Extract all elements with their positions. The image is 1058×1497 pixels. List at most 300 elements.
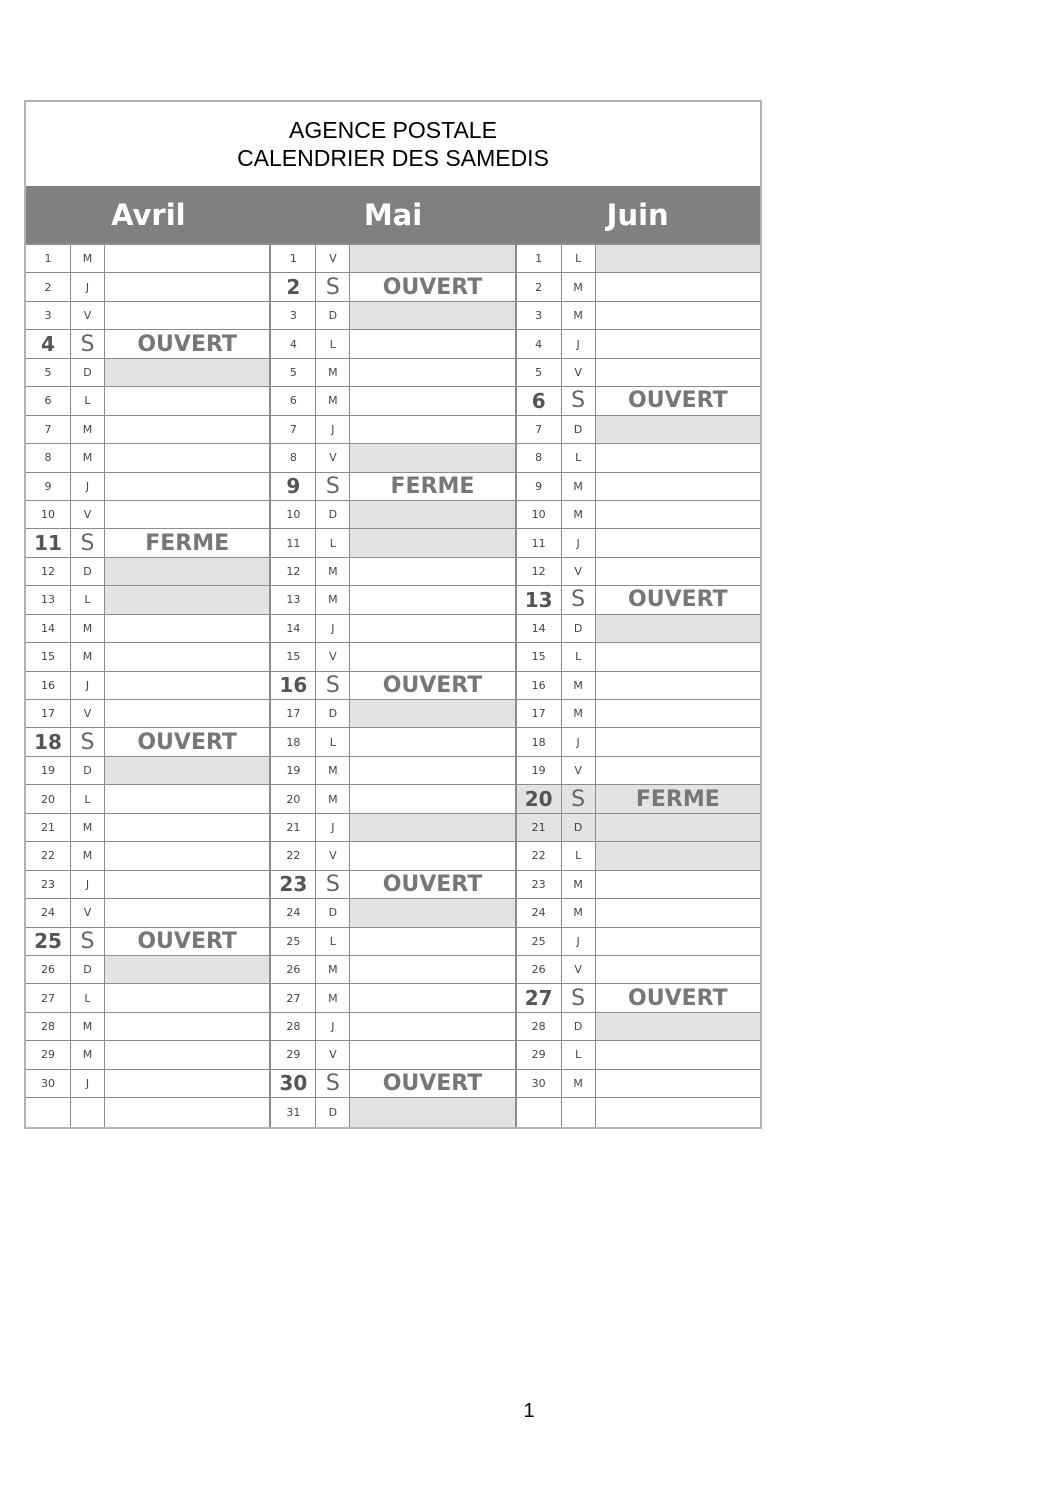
day-row (26, 444, 269, 472)
day-row (271, 302, 514, 330)
day-status (350, 501, 514, 528)
day-number: 29 (26, 1041, 71, 1068)
day-row (517, 330, 760, 358)
day-number: 13 (517, 586, 562, 613)
day-status (105, 672, 269, 699)
day-letter: M (562, 302, 596, 329)
day-status (350, 643, 514, 670)
day-row (271, 1041, 514, 1069)
day-letter: M (316, 757, 350, 784)
day-number: 15 (26, 643, 71, 670)
day-letter: L (71, 586, 105, 613)
day-number: 3 (517, 302, 562, 329)
day-number: 11 (271, 529, 316, 556)
day-row (271, 928, 514, 956)
day-letter: J (71, 871, 105, 898)
day-status: OUVERT (382, 871, 483, 897)
day-row (517, 473, 760, 501)
day-letter: D (316, 899, 350, 926)
day-row (271, 359, 514, 387)
day-row (26, 984, 269, 1012)
day-number: 26 (271, 956, 316, 983)
day-status: OUVERT (628, 388, 728, 414)
day-row (26, 1098, 269, 1126)
day-number: 11 (517, 529, 562, 556)
day-letter: M (316, 586, 350, 613)
day-row (271, 558, 514, 586)
day-status (350, 387, 514, 414)
day-status (596, 359, 760, 386)
day-row (517, 984, 760, 1012)
day-status (350, 814, 514, 841)
day-letter: D (562, 416, 596, 443)
day-letter: L (71, 785, 105, 812)
day-row (517, 273, 760, 301)
day-number: 20 (517, 785, 562, 812)
day-status: OUVERT (382, 274, 483, 300)
day-letter: S (562, 785, 596, 812)
day-status (350, 245, 514, 272)
day-row (26, 473, 269, 501)
day-row (517, 643, 760, 671)
day-number: 14 (271, 615, 316, 642)
day-row (26, 558, 269, 586)
day-status (350, 728, 514, 755)
day-status (105, 1041, 269, 1068)
day-number: 24 (26, 899, 71, 926)
day-letter: M (71, 416, 105, 443)
day-row (517, 928, 760, 956)
day-row (26, 387, 269, 415)
month-name-avril: Avril (111, 197, 186, 232)
days-grid (26, 243, 760, 1127)
day-status (596, 672, 760, 699)
day-number: 28 (271, 1013, 316, 1040)
day-status (350, 558, 514, 585)
day-row (271, 899, 514, 927)
day-row (271, 842, 514, 870)
day-letter: M (562, 899, 596, 926)
day-status: OUVERT (137, 331, 237, 357)
day-letter: L (562, 842, 596, 869)
day-number: 17 (26, 700, 71, 727)
title-line-1: AGENCE POSTALE (289, 117, 497, 143)
day-status (596, 871, 760, 898)
day-status (350, 1098, 514, 1126)
day-letter: J (562, 728, 596, 755)
day-status (350, 615, 514, 642)
day-letter: M (71, 615, 105, 642)
day-status (596, 757, 760, 784)
day-row (517, 728, 760, 756)
day-letter: J (71, 473, 105, 500)
day-number: 28 (517, 1013, 562, 1040)
day-status (596, 302, 760, 329)
day-status (596, 700, 760, 727)
day-status (596, 1013, 760, 1040)
day-row (271, 586, 514, 614)
day-number (517, 1098, 562, 1126)
day-row (26, 956, 269, 984)
day-letter: D (562, 1013, 596, 1040)
day-status (596, 956, 760, 983)
day-row (26, 529, 269, 557)
day-row (271, 757, 514, 785)
day-number: 9 (26, 473, 71, 500)
day-row (271, 871, 514, 899)
day-row (517, 245, 760, 273)
day-number: 4 (271, 330, 316, 357)
day-number: 11 (26, 529, 71, 556)
day-row (517, 956, 760, 984)
day-letter: M (71, 1041, 105, 1068)
day-status (105, 245, 269, 272)
day-letter: J (562, 928, 596, 955)
day-status (105, 416, 269, 443)
day-number: 30 (26, 1070, 71, 1097)
day-number: 12 (271, 558, 316, 585)
day-number: 18 (517, 728, 562, 755)
day-letter: V (316, 1041, 350, 1068)
day-letter: S (71, 928, 105, 955)
day-letter: V (316, 643, 350, 670)
day-row (517, 1041, 760, 1069)
day-row (517, 615, 760, 643)
month-header-bar (26, 186, 760, 243)
day-row (271, 814, 514, 842)
day-number: 18 (26, 728, 71, 755)
day-row (271, 473, 514, 501)
day-row (271, 956, 514, 984)
day-number: 2 (517, 273, 562, 300)
day-row (271, 330, 514, 358)
day-letter: J (316, 814, 350, 841)
day-row (517, 814, 760, 842)
day-number: 21 (517, 814, 562, 841)
day-status (105, 444, 269, 471)
day-letter: L (71, 984, 105, 1011)
day-row (517, 700, 760, 728)
day-row (271, 643, 514, 671)
day-number: 18 (271, 728, 316, 755)
day-status: OUVERT (137, 729, 237, 755)
day-status (350, 1041, 514, 1068)
day-number: 17 (517, 700, 562, 727)
day-number: 29 (271, 1041, 316, 1068)
day-number: 1 (517, 245, 562, 272)
day-status (105, 757, 269, 784)
day-row (517, 302, 760, 330)
day-letter: M (316, 956, 350, 983)
day-status (596, 473, 760, 500)
day-status (350, 586, 514, 613)
month-column-avril (26, 245, 269, 1127)
day-number: 21 (271, 814, 316, 841)
day-letter: S (71, 728, 105, 755)
day-status: FERME (635, 786, 720, 812)
day-letter: J (71, 1070, 105, 1097)
day-letter: J (562, 330, 596, 357)
day-status (596, 444, 760, 471)
day-number: 16 (26, 672, 71, 699)
day-number: 29 (517, 1041, 562, 1068)
day-status (350, 785, 514, 812)
day-status (350, 956, 514, 983)
day-number: 15 (271, 643, 316, 670)
day-status (105, 302, 269, 329)
day-row (271, 672, 514, 700)
day-letter: M (316, 785, 350, 812)
day-row (26, 359, 269, 387)
day-number: 5 (271, 359, 316, 386)
day-status (350, 1013, 514, 1040)
day-status (105, 814, 269, 841)
day-row (517, 586, 760, 614)
day-row (517, 501, 760, 529)
day-row (26, 785, 269, 813)
day-letter: M (562, 700, 596, 727)
day-number: 25 (26, 928, 71, 955)
day-number: 8 (271, 444, 316, 471)
day-row (26, 899, 269, 927)
day-number: 4 (26, 330, 71, 357)
day-number: 23 (26, 871, 71, 898)
day-status (596, 330, 760, 357)
day-row (271, 416, 514, 444)
day-letter: V (316, 842, 350, 869)
day-status: OUVERT (628, 587, 728, 613)
day-letter: L (316, 728, 350, 755)
day-status (350, 529, 514, 556)
day-letter: V (562, 558, 596, 585)
day-number: 19 (26, 757, 71, 784)
day-row (517, 672, 760, 700)
day-number: 1 (271, 245, 316, 272)
day-letter: M (71, 245, 105, 272)
day-status (350, 330, 514, 357)
day-status (105, 586, 269, 613)
day-number: 26 (26, 956, 71, 983)
day-letter: V (562, 359, 596, 386)
day-letter: S (71, 330, 105, 357)
day-number: 24 (517, 899, 562, 926)
day-status (596, 1070, 760, 1097)
day-row (517, 359, 760, 387)
day-row (26, 330, 269, 358)
day-row (26, 586, 269, 614)
day-status (596, 501, 760, 528)
day-status (105, 359, 269, 386)
day-row (271, 984, 514, 1012)
day-row (26, 672, 269, 700)
day-row (26, 501, 269, 529)
day-letter: M (71, 1013, 105, 1040)
day-row (271, 1070, 514, 1098)
day-row (26, 728, 269, 756)
day-status: FERME (390, 473, 475, 499)
day-row (26, 928, 269, 956)
day-status (105, 558, 269, 585)
day-letter: D (562, 814, 596, 841)
day-status (350, 416, 514, 443)
day-number: 16 (517, 672, 562, 699)
day-letter: M (562, 501, 596, 528)
day-letter: D (316, 302, 350, 329)
day-status (350, 359, 514, 386)
day-row (517, 899, 760, 927)
day-letter: D (316, 1098, 350, 1126)
day-status (105, 1070, 269, 1097)
day-status (350, 984, 514, 1011)
day-row (271, 529, 514, 557)
day-number: 22 (271, 842, 316, 869)
day-number: 19 (271, 757, 316, 784)
day-letter: V (71, 302, 105, 329)
day-letter: D (71, 558, 105, 585)
day-number: 19 (517, 757, 562, 784)
day-letter: S (316, 273, 350, 300)
day-number: 27 (517, 984, 562, 1011)
day-letter: J (316, 1013, 350, 1040)
day-number: 5 (517, 359, 562, 386)
day-status: OUVERT (628, 985, 728, 1011)
day-letter: J (71, 273, 105, 300)
day-row (26, 302, 269, 330)
day-letter: J (316, 615, 350, 642)
day-row (26, 1070, 269, 1098)
day-status: OUVERT (137, 928, 237, 954)
day-letter: S (316, 1070, 350, 1097)
day-status (350, 302, 514, 329)
day-number: 12 (517, 558, 562, 585)
day-letter: S (316, 672, 350, 699)
day-letter: V (562, 956, 596, 983)
day-status (596, 558, 760, 585)
saturday-calendar (24, 100, 762, 1129)
day-status (350, 899, 514, 926)
day-number: 30 (517, 1070, 562, 1097)
day-letter: V (316, 245, 350, 272)
day-status (105, 700, 269, 727)
day-number: 6 (271, 387, 316, 414)
day-status (105, 501, 269, 528)
day-status (596, 416, 760, 443)
day-letter: S (562, 984, 596, 1011)
day-letter: D (71, 359, 105, 386)
day-letter: J (71, 672, 105, 699)
day-status (105, 615, 269, 642)
day-row (271, 728, 514, 756)
day-number: 16 (271, 672, 316, 699)
day-number: 5 (26, 359, 71, 386)
day-number: 1 (26, 245, 71, 272)
day-letter: L (562, 245, 596, 272)
day-number: 20 (271, 785, 316, 812)
day-row (26, 757, 269, 785)
day-number: 30 (271, 1070, 316, 1097)
day-letter: D (316, 501, 350, 528)
day-letter: V (316, 444, 350, 471)
day-row (26, 871, 269, 899)
month-column-mai (269, 245, 514, 1127)
day-letter: M (562, 473, 596, 500)
day-status (105, 899, 269, 926)
day-number: 7 (517, 416, 562, 443)
day-letter: D (71, 757, 105, 784)
day-number: 10 (26, 501, 71, 528)
day-status (596, 1098, 760, 1126)
page-number: 1 (523, 1400, 535, 1422)
day-number: 14 (26, 615, 71, 642)
day-number: 22 (517, 842, 562, 869)
day-row (271, 387, 514, 415)
day-letter (562, 1098, 596, 1126)
day-letter: J (562, 529, 596, 556)
day-row (26, 643, 269, 671)
day-letter: L (562, 1041, 596, 1068)
day-letter: S (316, 473, 350, 500)
day-status (350, 928, 514, 955)
day-letter: D (316, 700, 350, 727)
day-row (517, 1098, 760, 1126)
day-row (517, 1013, 760, 1041)
day-letter: L (316, 928, 350, 955)
day-row (517, 842, 760, 870)
day-number (26, 1098, 71, 1126)
day-row (26, 814, 269, 842)
day-row (26, 245, 269, 273)
day-status (596, 245, 760, 272)
day-row (271, 245, 514, 273)
day-letter: S (316, 871, 350, 898)
day-row (271, 785, 514, 813)
day-status (596, 728, 760, 755)
day-row (271, 273, 514, 301)
calendar-title-box (26, 102, 760, 186)
day-status (105, 956, 269, 983)
day-letter: L (316, 529, 350, 556)
day-letter: M (562, 672, 596, 699)
day-row (517, 1070, 760, 1098)
day-number: 7 (271, 416, 316, 443)
day-status: FERME (145, 530, 230, 556)
day-number: 10 (271, 501, 316, 528)
day-status (596, 842, 760, 869)
day-status (596, 615, 760, 642)
day-number: 9 (271, 473, 316, 500)
day-letter: M (562, 871, 596, 898)
day-status (350, 842, 514, 869)
day-number: 10 (517, 501, 562, 528)
day-letter: L (562, 444, 596, 471)
day-status (105, 387, 269, 414)
day-letter: M (71, 444, 105, 471)
day-row (26, 700, 269, 728)
day-number: 14 (517, 615, 562, 642)
day-status (350, 444, 514, 471)
day-status (596, 928, 760, 955)
day-status (596, 1041, 760, 1068)
day-number: 2 (271, 273, 316, 300)
day-status (596, 643, 760, 670)
day-row (271, 700, 514, 728)
day-number: 26 (517, 956, 562, 983)
day-letter: S (562, 387, 596, 414)
day-letter: M (562, 1070, 596, 1097)
day-row (271, 1013, 514, 1041)
day-number: 15 (517, 643, 562, 670)
day-number: 21 (26, 814, 71, 841)
